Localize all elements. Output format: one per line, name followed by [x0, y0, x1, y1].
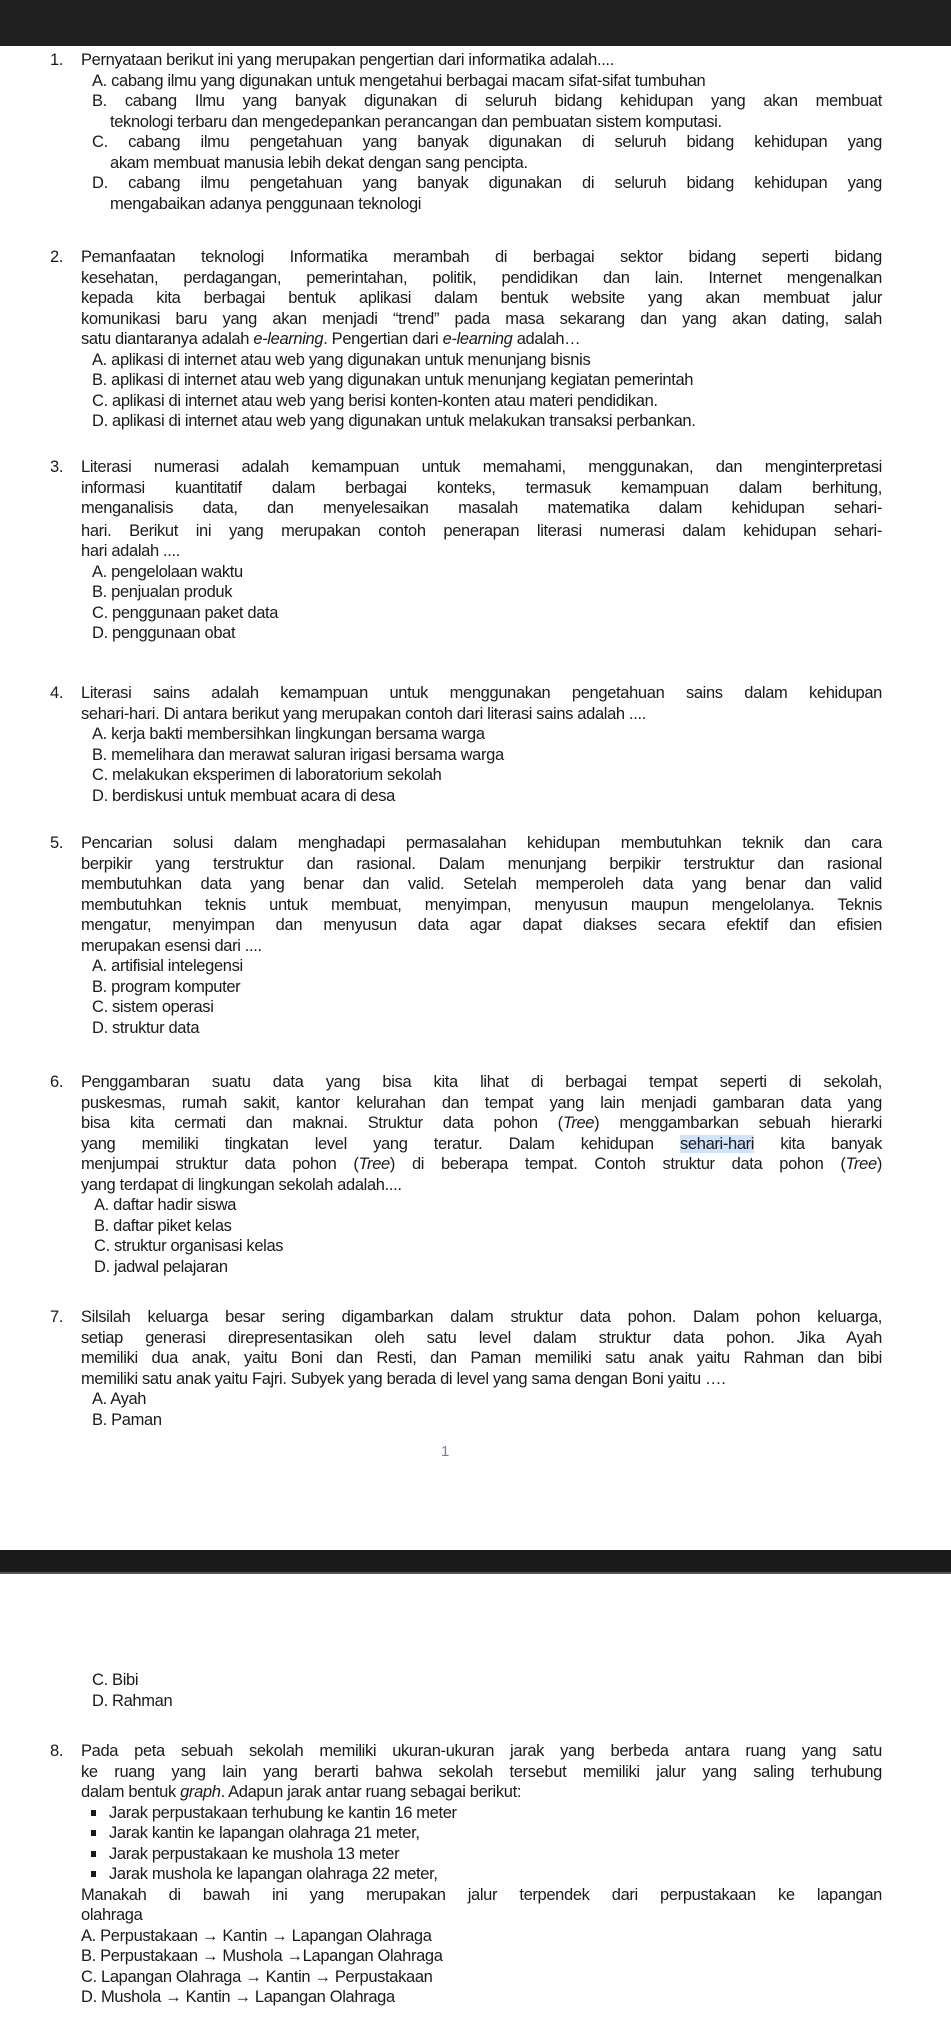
options	[92, 562, 882, 644]
question-stem: Literasi sains adalah kemampuan untuk menggunakan pengetahuan sains dalam kehidupan sehari-hari. Di antara berikut yang merupakan contoh dari literasi sains adalah ....	[81, 684, 882, 723]
options	[92, 1389, 882, 1430]
option-a[interactable]: A. Ayah	[92, 1390, 147, 1408]
options	[81, 1926, 882, 2008]
option-a[interactable]: A. Perpustakaan → Kantin → Lapangan Olahraga	[81, 1926, 432, 1945]
question-6	[50, 1072, 882, 1277]
question-number: 2.	[50, 248, 64, 266]
question-stem: Penggambaran suatu data yang bisa kita lihat di berbagai tempat seperti di sekolah, puskesmas, rumah sakit, kantor kelurahan dan tempat yang lain menjadi gambaran data yang bisa kita cermati dan maknai. Struktur data pohon (Tree) menggambarkan sebuah hierarki yang memiliki tingkatan level yang teratur. Dalam kehidupan sehari-hari kita banyak menjumpai struktur data pohon (Tree) di beberapa tempat. Contoh struktur data pohon (Tree) yang terdapat di lingkungan sekolah adalah....	[81, 1073, 883, 1194]
option-a[interactable]: A. cabang ilmu yang digunakan untuk mengetahui berbagai macam sifat-sifat tumbuhan	[92, 71, 706, 90]
question-number: 5.	[50, 834, 64, 852]
option-a[interactable]: A. artifisial intelegensi	[92, 957, 243, 975]
option-d[interactable]: D. Mushola → Kantin → Lapangan Olahraga	[81, 1988, 395, 2006]
page-number: 1	[441, 1443, 450, 1460]
question-7	[50, 1307, 882, 1430]
option-c[interactable]: C. penggunaan paket data	[92, 603, 279, 622]
option-d[interactable]: D. aplikasi di internet atau web yang digunakan untuk melakukan transaksi perbankan.	[92, 412, 696, 430]
question-stem: Pencarian solusi dalam menghadapi permasalahan kehidupan membutuhkan teknik dan cara berpikir yang terstruktur dan rasional. Dalam menunjang berpikir terstruktur dan rasional membutuhkan data yang benar dan valid. Setelah memperoleh data yang benar dan valid membutuhkan teknis untuk membuat, menyimpan, menyusun maupun mengelolanya. Teknis mengatur, menyimpan dan menyusun data agar dapat diakses secara efektif dan efisien merupakan esensi dari ....	[81, 834, 882, 955]
question-number: 7.	[50, 1308, 64, 1326]
distance-item: Jarak kantin ke lapangan olahraga 21 meter,	[91, 1823, 882, 1844]
option-b[interactable]: B. penjualan produk	[92, 583, 233, 601]
question-number: 8.	[50, 1742, 64, 1760]
option-c[interactable]: C. Bibi	[92, 1671, 139, 1689]
question-8	[50, 1741, 882, 2008]
distance-item: Jarak perpustakaan terhubung ke kantin 16 meter	[91, 1803, 882, 1824]
question-number: 6.	[50, 1073, 64, 1091]
option-a[interactable]: A. aplikasi di internet atau web yang digunakan untuk menunjang bisnis	[92, 350, 591, 369]
question-stem: Literasi numerasi adalah kemampuan untuk memahami, menggunakan, dan menginterpretasi informasi kuantitatif dalam berbagai konteks, termasuk kemampuan dalam berhitung, menganalisis data, dan menyelesaikan masalah matematika dalam kehidupan sehari- hari. Berikut ini yang merupakan contoh penerapan literasi numerasi dalam kehidupan sehari- hari adalah ....	[81, 458, 882, 560]
question-4	[50, 683, 882, 806]
option-c[interactable]: C. melakukan eksperimen di laboratorium sekolah	[92, 766, 442, 784]
option-b[interactable]: B. program komputer	[92, 977, 241, 996]
question-3	[50, 457, 882, 644]
viewer-top-bar	[0, 0, 951, 46]
question-stem: Pernyataan berikut ini yang merupakan pengertian dari informatika adalah....	[81, 51, 614, 69]
question-stem: Pada peta sebuah sekolah memiliki ukuran-ukuran jarak yang berbeda antara ruang yang satu ke ruang yang lain yang berarti bahwa sekolah tersebut memiliki jalur yang saling terhubung dalam bentuk graph. Adapun jarak antar ruang sebagai berikut:	[81, 1742, 882, 1801]
question-2	[50, 247, 882, 432]
question-stem: Silsilah keluarga besar sering digambarkan dalam struktur data pohon. Dalam pohon keluarga, setiap generasi direpresentasikan oleh satu level dalam struktur data pohon. Jika Ayah memiliki dua anak, yaitu Boni dan Resti, dan Paman memiliki satu anak yaitu Rahman dan bibi memiliki satu anak yaitu Fajri. Subyek yang berada di level yang sama dengan Boni yaitu ….	[81, 1308, 882, 1388]
question-5	[50, 833, 882, 1038]
options	[92, 71, 882, 215]
option-d[interactable]: D. Rahman	[92, 1691, 173, 1710]
option-c[interactable]: C. cabang ilmu pengetahuan yang banyak digunakan di seluruh bidang kehidupan yang akam membuat manusia lebih dekat dengan sang pencipta.	[92, 133, 882, 172]
option-c[interactable]: C. aplikasi di internet atau web yang berisi konten-konten atau materi pendidikan.	[92, 391, 658, 410]
option-a[interactable]: A. daftar hadir siswa	[94, 1196, 237, 1214]
distance-list	[91, 1803, 882, 1885]
selected-text-highlight[interactable]: sehari-hari	[680, 1134, 755, 1153]
option-b[interactable]: B. aplikasi di internet atau web yang digunakan untuk menunjang kegiatan pemerintah	[92, 371, 694, 389]
question-stem: Pemanfaatan teknologi Informatika merambah di berbagai sektor bidang seperti bidang kesehatan, perdagangan, pemerintahan, politik, pendidikan dan lain. Internet mengenalkan kepada kita berbagai bentuk aplikasi dalam bentuk website yang akan membuat jalur komunikasi baru yang akan menjadi “trend” pada masa sekarang dan yang akan dating, salah satu diantaranya adalah e-learning. Pengertian dari e-learning adalah…	[81, 248, 882, 348]
options	[92, 956, 882, 1038]
option-d[interactable]: D. cabang ilmu pengetahuan yang banyak digunakan di seluruh bidang kehidupan yang mengabaikan adanya penggunaan teknologi	[92, 174, 882, 213]
question-number: 1.	[50, 51, 64, 69]
question-number: 4.	[50, 684, 64, 702]
options	[94, 1195, 882, 1277]
question-7-continued	[50, 1670, 882, 1711]
question-1	[50, 50, 882, 214]
option-b[interactable]: B. Paman	[92, 1410, 162, 1429]
page-break-bar	[0, 1550, 951, 1574]
option-d[interactable]: D. struktur data	[92, 1018, 200, 1037]
option-b[interactable]: B. daftar piket kelas	[94, 1216, 232, 1235]
option-c[interactable]: C. struktur organisasi kelas	[94, 1237, 284, 1255]
options	[92, 724, 882, 806]
question-prompt: Manakah di bawah ini yang merupakan jalur terpendek dari perpustakaan ke lapangan olahraga	[81, 1885, 882, 1924]
option-d[interactable]: D. berdiskusi untuk membuat acara di desa	[92, 786, 395, 805]
option-d[interactable]: D. penggunaan obat	[92, 624, 236, 642]
option-b[interactable]: B. Perpustakaan → Mushola →Lapangan Olahraga	[81, 1947, 443, 1965]
distance-item: Jarak mushola ke lapangan olahraga 22 meter,	[91, 1864, 882, 1885]
option-b[interactable]: B. cabang Ilmu yang banyak digunakan di seluruh bidang kehidupan yang akan membuat teknologi terbaru dan mengedepankan perancangan dan pembuatan sistem komputasi.	[92, 92, 882, 131]
option-c[interactable]: C. sistem operasi	[92, 998, 214, 1016]
option-a[interactable]: A. kerja bakti membersihkan lingkungan bersama warga	[92, 725, 485, 743]
option-c[interactable]: C. Lapangan Olahraga → Kantin → Perpustakaan	[81, 1967, 433, 1986]
options	[92, 1670, 882, 1711]
question-number: 3.	[50, 458, 64, 476]
option-b[interactable]: B. memelihara dan merawat saluran irigasi bersama warga	[92, 745, 504, 764]
option-a[interactable]: A. pengelolaan waktu	[92, 562, 243, 581]
distance-item: Jarak perpustakaan ke mushola 13 meter	[91, 1844, 882, 1865]
options	[92, 350, 882, 432]
option-d[interactable]: D. jadwal pelajaran	[94, 1257, 228, 1276]
